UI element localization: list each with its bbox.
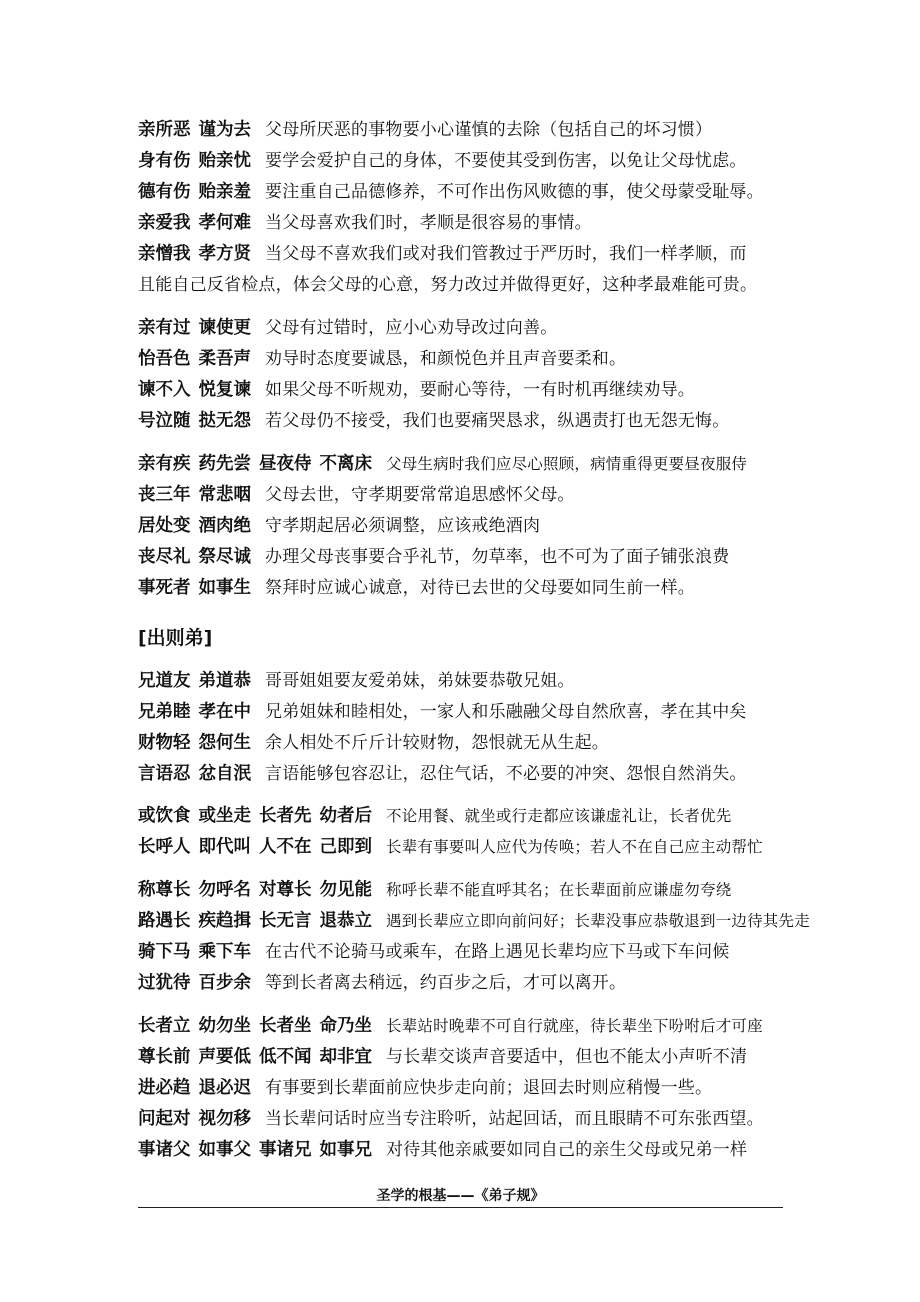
verse-line — [138, 574, 695, 602]
verse-phrase: 谨为去 — [198, 120, 251, 140]
verse-phrase: 长者先 — [259, 806, 312, 826]
explanation-text: 余人相处不斤斤计较财物，怨恨就无从生起。 — [265, 733, 609, 753]
explanation-text: 长辈站时晚辈不可自行就座，待长辈坐下吩咐后才可座 — [386, 1017, 763, 1035]
verse-phrase: 居处变 — [138, 516, 191, 536]
verse-phrase: 贻亲羞 — [198, 182, 251, 202]
verse-line — [138, 876, 731, 904]
verse-phrase: 号泣随 — [138, 411, 191, 431]
verse-line — [138, 833, 763, 861]
verse-line — [138, 450, 747, 478]
verse-phrase: 孝方贤 — [198, 244, 251, 264]
footer-rule — [138, 1207, 783, 1208]
verse-line — [138, 907, 810, 935]
explanation-text: 且能自己反省检点，体会父母的心意，努力改过并做得更好，这种孝最难能可贵。 — [138, 275, 758, 295]
explanation-text: 对待其他亲戚要如同自己的亲生父母或兄弟一样 — [386, 1140, 748, 1160]
verse-line — [138, 481, 575, 509]
verse-phrase: 身有伤 — [138, 151, 191, 171]
verse-phrase: 谏不入 — [138, 380, 191, 400]
verse-line — [138, 543, 729, 571]
verse-phrase: 挞无怨 — [198, 411, 251, 431]
verse-phrase: 事死者 — [138, 578, 191, 598]
verse-phrase: 百步余 — [198, 973, 251, 993]
explanation-text: 兄弟姐妹和睦相处，一家人和乐融融父母自然欣喜，孝在其中矣 — [265, 702, 747, 722]
verse-line — [138, 667, 575, 695]
verse-phrase: 骑下马 — [138, 942, 191, 962]
verse-phrase: 低不闻 — [259, 1047, 312, 1067]
explanation-text: 要学会爱护自己的身体，不要使其受到伤害，以免让父母忧虑。 — [265, 151, 747, 171]
verse-phrase: 勿见能 — [319, 880, 372, 900]
verse-phrase: 幼勿坐 — [198, 1016, 251, 1036]
verse-phrase: 长无言 — [259, 911, 312, 931]
verse-phrase: 忿自泯 — [198, 764, 251, 784]
verse-phrase: 即代叫 — [198, 837, 251, 857]
explanation-text: 哥哥姐姐要友爱弟妹，弟妹要恭敬兄姐。 — [265, 671, 575, 691]
verse-phrase: 人不在 — [259, 837, 312, 857]
verse-phrase: 或饮食 — [138, 806, 191, 826]
verse-line — [138, 802, 731, 830]
verse-phrase: 常悲咽 — [198, 485, 251, 505]
verse-phrase: 不离床 — [319, 454, 372, 474]
verse-phrase: 昼夜侍 — [259, 454, 312, 474]
verse-phrase: 怨何生 — [198, 733, 251, 753]
explanation-text: 要注重自己品德修养，不可作出伤风败德的事，使父母蒙受耻辱。 — [265, 182, 764, 202]
verse-phrase: 亲憎我 — [138, 244, 191, 264]
explanation-text: 当长辈问话时应当专注聆听，站起回话，而且眼睛不可东张西望。 — [265, 1109, 764, 1129]
explanation-text: 言语能够包容忍让，忍住气话，不必要的冲突、怨恨自然消失。 — [265, 764, 747, 784]
verse-line — [138, 376, 695, 404]
verse-phrase: 如事父 — [198, 1140, 251, 1160]
explanation-text: 当父母不喜欢我们或对我们管教过于严历时，我们一样孝顺，而 — [265, 244, 747, 264]
verse-phrase: 亲有过 — [138, 318, 191, 338]
verse-phrase: 兄弟睦 — [138, 702, 191, 722]
verse-phrase: 声要低 — [198, 1047, 251, 1067]
verse-phrase: 弟道恭 — [198, 671, 251, 691]
verse-line — [138, 1012, 763, 1040]
verse-line — [138, 240, 747, 268]
verse-phrase: 兄道友 — [138, 671, 191, 691]
verse-line — [138, 178, 764, 206]
verse-phrase: 己即到 — [319, 837, 372, 857]
verse-phrase: 却非宜 — [319, 1047, 372, 1067]
verse-phrase: 疾趋揖 — [198, 911, 251, 931]
verse-phrase: 孝何难 — [198, 213, 251, 233]
verse-phrase: 亲有疾 — [138, 454, 191, 474]
verse-phrase: 问起对 — [138, 1109, 191, 1129]
verse-phrase: 药先尝 — [198, 454, 251, 474]
explanation-text: 不论用餐、就坐或行走都应该谦虚礼让，长者优先 — [386, 807, 732, 825]
verse-line — [138, 760, 747, 788]
verse-line — [138, 1136, 747, 1164]
verse-phrase: 如事生 — [198, 578, 251, 598]
verse-phrase: 尊长前 — [138, 1047, 191, 1067]
explanation-text: 守孝期起居必须调整，应该戒绝酒肉 — [265, 516, 541, 536]
explanation-text: 办理父母丧事要合乎礼节，勿草率，也不可为了面子铺张浪费 — [265, 547, 730, 567]
verse-phrase: 乘下车 — [198, 942, 251, 962]
section-heading: [出则弟] — [138, 627, 213, 649]
verse-line — [138, 1105, 764, 1133]
explanation-text: 称呼长辈不能直呼其名；在长辈面前应谦虚勿夸绕 — [386, 881, 732, 899]
verse-phrase: 如事兄 — [319, 1140, 372, 1160]
explanation-text: 父母所厌恶的事物要小心谨慎的去除（包括自己的坏习惯） — [265, 120, 713, 140]
verse-phrase: 退恭立 — [319, 911, 372, 931]
verse-phrase: 孝在中 — [198, 702, 251, 722]
verse-line — [138, 969, 626, 997]
verse-phrase: 丧三年 — [138, 485, 191, 505]
explanation-text: 如果父母不听规劝，要耐心等待，一有时机再继续劝导。 — [265, 380, 695, 400]
page-footer: 圣学的根基——《弟子规》 — [376, 1188, 545, 1204]
verse-phrase: 长呼人 — [138, 837, 191, 857]
verse-phrase: 事诸父 — [138, 1140, 191, 1160]
verse-line — [138, 116, 712, 144]
verse-phrase: 路遇长 — [138, 911, 191, 931]
verse-phrase: 德有伤 — [138, 182, 191, 202]
verse-phrase: 退必迟 — [198, 1078, 251, 1098]
verse-line — [138, 345, 626, 373]
verse-phrase: 亲爱我 — [138, 213, 191, 233]
verse-line — [138, 1043, 747, 1071]
verse-phrase: 或坐走 — [198, 806, 251, 826]
explanation-text: 祭拜时应诚心诚意，对待已去世的父母要如同生前一样。 — [265, 578, 695, 598]
verse-phrase: 命乃坐 — [319, 1016, 372, 1036]
verse-line — [138, 938, 729, 966]
verse-phrase: 悦复谏 — [198, 380, 251, 400]
explanation-text: 遇到长辈应立即向前问好；长辈没事应恭敬退到一边待其先走 — [386, 912, 810, 930]
explanation-text: 在古代不论骑马或乘车，在路上遇见长辈均应下马或下车问候 — [265, 942, 730, 962]
verse-phrase: 长者立 — [138, 1016, 191, 1036]
verse-phrase: 勿呼名 — [198, 880, 251, 900]
explanation-text: 父母有过错时，应小心劝导改过向善。 — [265, 318, 558, 338]
verse-line — [138, 147, 747, 175]
verse-phrase: 视勿移 — [198, 1109, 251, 1129]
verse-phrase: 谏使更 — [198, 318, 251, 338]
explanation-text: 有事要到长辈面前应快步走向前；退回去时则应稍慢一些。 — [265, 1078, 713, 1098]
verse-phrase: 丧尽礼 — [138, 547, 191, 567]
verse-phrase: 贻亲忧 — [198, 151, 251, 171]
explanation-text: 若父母仍不接受，我们也要痛哭恳求，纵遇责打也无怨无悔。 — [265, 411, 730, 431]
verse-line — [138, 271, 757, 299]
verse-phrase: 幼者后 — [319, 806, 372, 826]
explanation-text: 等到长者离去稍远，约百步之后，才可以离开。 — [265, 973, 627, 993]
verse-phrase: 进必趋 — [138, 1078, 191, 1098]
verse-line — [138, 209, 592, 237]
verse-line — [138, 314, 557, 342]
verse-line — [138, 729, 609, 757]
explanation-text: 长辈有事要叫人应代为传唤；若人不在自己应主动帮忙 — [386, 838, 763, 856]
verse-phrase: 亲所恶 — [138, 120, 191, 140]
verse-phrase: 对尊长 — [259, 880, 312, 900]
verse-phrase: 酒肉绝 — [198, 516, 251, 536]
verse-phrase: 柔吾声 — [198, 349, 251, 369]
explanation-text: 当父母喜欢我们时，孝顺是很容易的事情。 — [265, 213, 592, 233]
verse-line — [138, 698, 747, 726]
verse-phrase: 事诸兄 — [259, 1140, 312, 1160]
explanation-text: 与长辈交谈声音要适中，但也不能太小声听不清 — [386, 1047, 748, 1067]
verse-phrase: 称尊长 — [138, 880, 191, 900]
verse-phrase: 祭尽诚 — [198, 547, 251, 567]
verse-line — [138, 407, 729, 435]
verse-phrase: 言语忍 — [138, 764, 191, 784]
verse-phrase: 过犹待 — [138, 973, 191, 993]
explanation-text: 劝导时态度要诚恳，和颜悦色并且声音要柔和。 — [265, 349, 627, 369]
verse-phrase: 财物轻 — [138, 733, 191, 753]
verse-line — [138, 512, 540, 540]
explanation-text: 父母去世，守孝期要常常追思感怀父母。 — [265, 485, 575, 505]
verse-phrase: 怡吾色 — [138, 349, 191, 369]
explanation-text: 父母生病时我们应尽心照顾，病情重得更要昼夜服侍 — [386, 455, 748, 473]
verse-line — [138, 1074, 712, 1102]
verse-phrase: 长者坐 — [259, 1016, 312, 1036]
